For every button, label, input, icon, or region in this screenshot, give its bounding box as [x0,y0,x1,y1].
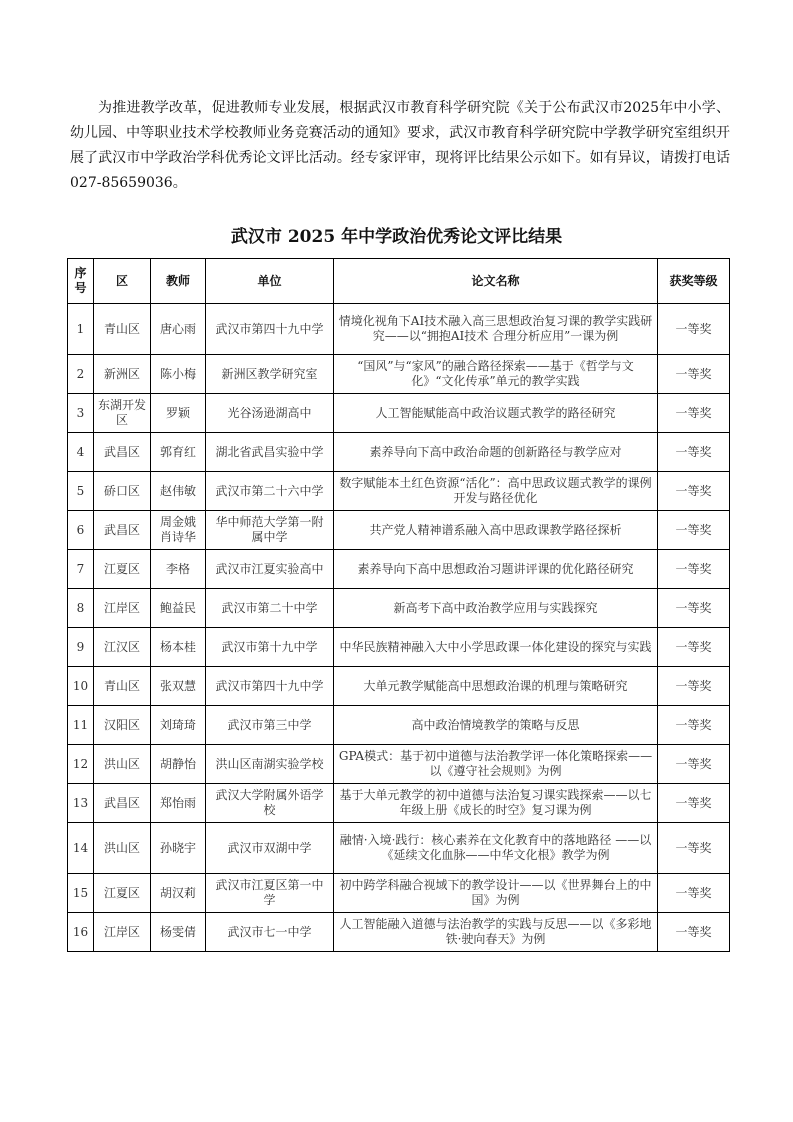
header-no: 序号 [68,259,94,304]
cell-unit: 武汉市第十九中学 [206,628,334,667]
cell-paper: 人工智能赋能高中政治议题式教学的路径研究 [334,394,658,433]
cell-unit: 武汉市第二十中学 [206,589,334,628]
cell-teacher: 周金娥 肖诗华 [151,511,206,550]
cell-no: 1 [68,304,94,355]
cell-award: 一等奖 [658,355,730,394]
cell-paper: 数字赋能本土红色资源“活化”：高中思政议题式教学的课例开发与路径优化 [334,472,658,511]
cell-paper: 人工智能融入道德与法治教学的实践与反思——以《多彩地铁·驶向春天》为例 [334,913,658,952]
table-header-row [68,259,730,304]
cell-unit: 洪山区南湖实验学校 [206,745,334,784]
cell-no: 15 [68,874,94,913]
cell-teacher: 孙晓宇 [151,823,206,874]
table-row [68,589,730,628]
cell-teacher: 唐心雨 [151,304,206,355]
cell-teacher: 胡静怡 [151,745,206,784]
cell-no: 10 [68,667,94,706]
cell-no: 16 [68,913,94,952]
cell-unit: 武汉市江夏实验高中 [206,550,334,589]
cell-no: 14 [68,823,94,874]
cell-no: 5 [68,472,94,511]
header-unit: 单位 [206,259,334,304]
cell-paper: 情境化视角下AI技术融入高三思想政治复习课的教学实践研究——以“拥抱AI技术 合理分析应用”一课为例 [334,304,658,355]
cell-district: 洪山区 [94,745,151,784]
cell-unit: 湖北省武昌实验中学 [206,433,334,472]
table-row [68,706,730,745]
table-row [68,355,730,394]
cell-unit: 武汉市双湖中学 [206,823,334,874]
cell-paper: 初中跨学科融合视域下的教学设计——以《世界舞台上的中国》为例 [334,874,658,913]
cell-award: 一等奖 [658,823,730,874]
cell-no: 6 [68,511,94,550]
table-row [68,823,730,874]
header-paper: 论文名称 [334,259,658,304]
cell-award: 一等奖 [658,745,730,784]
cell-unit: 武汉市第二十六中学 [206,472,334,511]
cell-award: 一等奖 [658,589,730,628]
table-row [68,394,730,433]
cell-award: 一等奖 [658,433,730,472]
cell-paper: 融情·入境·践行：核心素养在文化教育中的落地路径 ——以《延续文化血脉——中华文化根》教学为例 [334,823,658,874]
cell-district: 江夏区 [94,550,151,589]
cell-district: 江夏区 [94,874,151,913]
cell-award: 一等奖 [658,394,730,433]
cell-award: 一等奖 [658,667,730,706]
cell-paper: 素养导向下高中思想政治习题讲评课的优化路径研究 [334,550,658,589]
cell-unit: 武汉大学附属外语学校 [206,784,334,823]
cell-award: 一等奖 [658,874,730,913]
cell-district: 江岸区 [94,589,151,628]
cell-award: 一等奖 [658,706,730,745]
cell-unit: 武汉市第四十九中学 [206,304,334,355]
cell-district: 青山区 [94,304,151,355]
cell-paper: 共产党人精神谱系融入高中思政课教学路径探析 [334,511,658,550]
page-title: 武汉市 2025 年中学政治优秀论文评比结果 [230,227,563,247]
cell-teacher: 张双慧 [151,667,206,706]
header-teacher: 教师 [151,259,206,304]
cell-paper: 大单元教学赋能高中思想政治课的机理与策略研究 [334,667,658,706]
cell-district: 汉阳区 [94,706,151,745]
table-row [68,511,730,550]
cell-teacher: 刘琦琦 [151,706,206,745]
cell-no: 12 [68,745,94,784]
cell-paper: 高中政治情境教学的策略与反思 [334,706,658,745]
cell-district: 东湖开发区 [94,394,151,433]
cell-unit: 新洲区教学研究室 [206,355,334,394]
table-row [68,913,730,952]
cell-district: 新洲区 [94,355,151,394]
cell-no: 2 [68,355,94,394]
cell-district: 江汉区 [94,628,151,667]
cell-no: 11 [68,706,94,745]
cell-teacher: 罗颖 [151,394,206,433]
table-row [68,550,730,589]
cell-award: 一等奖 [658,304,730,355]
cell-unit: 武汉市七一中学 [206,913,334,952]
cell-paper: 素养导向下高中政治命题的创新路径与教学应对 [334,433,658,472]
cell-no: 8 [68,589,94,628]
table-row [68,745,730,784]
cell-no: 9 [68,628,94,667]
table-row [68,874,730,913]
cell-paper: 基于大单元教学的初中道德与法治复习课实践探索——以七年级上册《成长的时空》复习课为例 [334,784,658,823]
cell-teacher: 赵伟敏 [151,472,206,511]
cell-teacher: 陈小梅 [151,355,206,394]
table-row [68,667,730,706]
cell-paper: 中华民族精神融入大中小学思政课一体化建设的探究与实践 [334,628,658,667]
intro-paragraph: 为推进教学改革，促进教师专业发展，根据武汉市教育科学研究院《关于公布武汉市2025年中小学、幼儿园、中等职业技术学校教师业务竞赛活动的通知》要求，武汉市教育科学研究院中学教学研究室组织开展了武汉市中学政治学科优秀论文评比活动。经专家评审，现将评比结果公示如下。如有异议，请拨打电话 027-85659036。 [70,100,730,191]
table-row [68,472,730,511]
cell-unit: 武汉市第三中学 [206,706,334,745]
cell-no: 13 [68,784,94,823]
cell-paper: 新高考下高中政治教学应用与实践探究 [334,589,658,628]
header-district: 区 [94,259,151,304]
results-table [67,258,730,952]
cell-teacher: 李格 [151,550,206,589]
cell-district: 青山区 [94,667,151,706]
cell-district: 江岸区 [94,913,151,952]
table-row [68,784,730,823]
header-award: 获奖等级 [658,259,730,304]
table-row [68,433,730,472]
cell-award: 一等奖 [658,784,730,823]
cell-award: 一等奖 [658,511,730,550]
cell-award: 一等奖 [658,913,730,952]
cell-teacher: 胡汉莉 [151,874,206,913]
cell-teacher: 鲍益民 [151,589,206,628]
cell-district: 硚口区 [94,472,151,511]
cell-teacher: 郭育红 [151,433,206,472]
cell-teacher: 郑怡雨 [151,784,206,823]
cell-teacher: 杨本桂 [151,628,206,667]
cell-unit: 光谷汤逊湖高中 [206,394,334,433]
cell-paper: “国风”与“家风”的融合路径探索——基于《哲学与文化》“文化传承”单元的教学实践 [334,355,658,394]
cell-award: 一等奖 [658,472,730,511]
cell-paper: GPA模式：基于初中道德与法治教学评一体化策略探索——以《遵守社会规则》为例 [334,745,658,784]
cell-unit: 华中师范大学第一附属中学 [206,511,334,550]
cell-no: 4 [68,433,94,472]
cell-award: 一等奖 [658,628,730,667]
cell-unit: 武汉市第四十九中学 [206,667,334,706]
table-body [68,304,730,952]
cell-district: 武昌区 [94,511,151,550]
cell-no: 3 [68,394,94,433]
cell-district: 武昌区 [94,784,151,823]
cell-unit: 武汉市江夏区第一中学 [206,874,334,913]
cell-district: 武昌区 [94,433,151,472]
cell-teacher: 杨雯倩 [151,913,206,952]
table-row [68,304,730,355]
cell-district: 洪山区 [94,823,151,874]
cell-award: 一等奖 [658,550,730,589]
table-row [68,628,730,667]
cell-no: 7 [68,550,94,589]
